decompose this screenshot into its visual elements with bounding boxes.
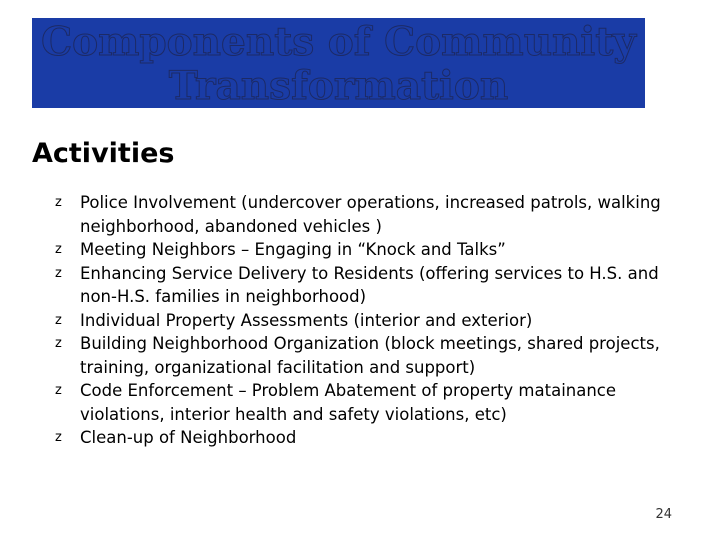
bullet-item (55, 309, 695, 333)
slide-title: Components of Community Transformation (41, 19, 636, 108)
bullet-icon: z (55, 265, 62, 281)
bullet-icon: z (55, 242, 62, 257)
bullet-icon: z (55, 195, 62, 210)
bullet-text: Code Enforcement – Problem Abatement of property matainance violations, interior health and safety violations, etc) (80, 381, 617, 424)
bullet-list (55, 191, 695, 450)
bullet-icon: z (55, 430, 62, 445)
section-heading: Activities (32, 138, 175, 169)
bullet-item (55, 426, 695, 450)
page-number: 24 (655, 507, 672, 522)
bullet-text: Individual Property Assessments (interior and exterior) (80, 310, 533, 330)
bullet-item (55, 379, 695, 426)
bullet-icon: z (55, 312, 62, 328)
bullet-item (55, 262, 695, 309)
bullet-icon: z (55, 336, 62, 351)
bullet-text: Building Neighborhood Organization (block meetings, shared projects, training, organizational facilitation and support) (80, 334, 660, 377)
bullet-text: Enhancing Service Delivery to Residents (offering services to H.S. and non-H.S. families in neighborhood) (80, 263, 659, 306)
bullet-text: Meeting Neighbors – Engaging in “Knock and Talks” (80, 240, 506, 259)
bullet-icon: z (55, 383, 62, 398)
bullet-item (55, 238, 695, 262)
bullet-text: Clean-up of Neighborhood (80, 428, 297, 447)
bullet-item (55, 332, 695, 379)
bullet-item (55, 191, 695, 238)
bullet-text: Police Involvement (undercover operations, increased patrols, walking neighborhood, abandoned vehicles ) (80, 193, 661, 236)
title-banner (32, 18, 645, 108)
